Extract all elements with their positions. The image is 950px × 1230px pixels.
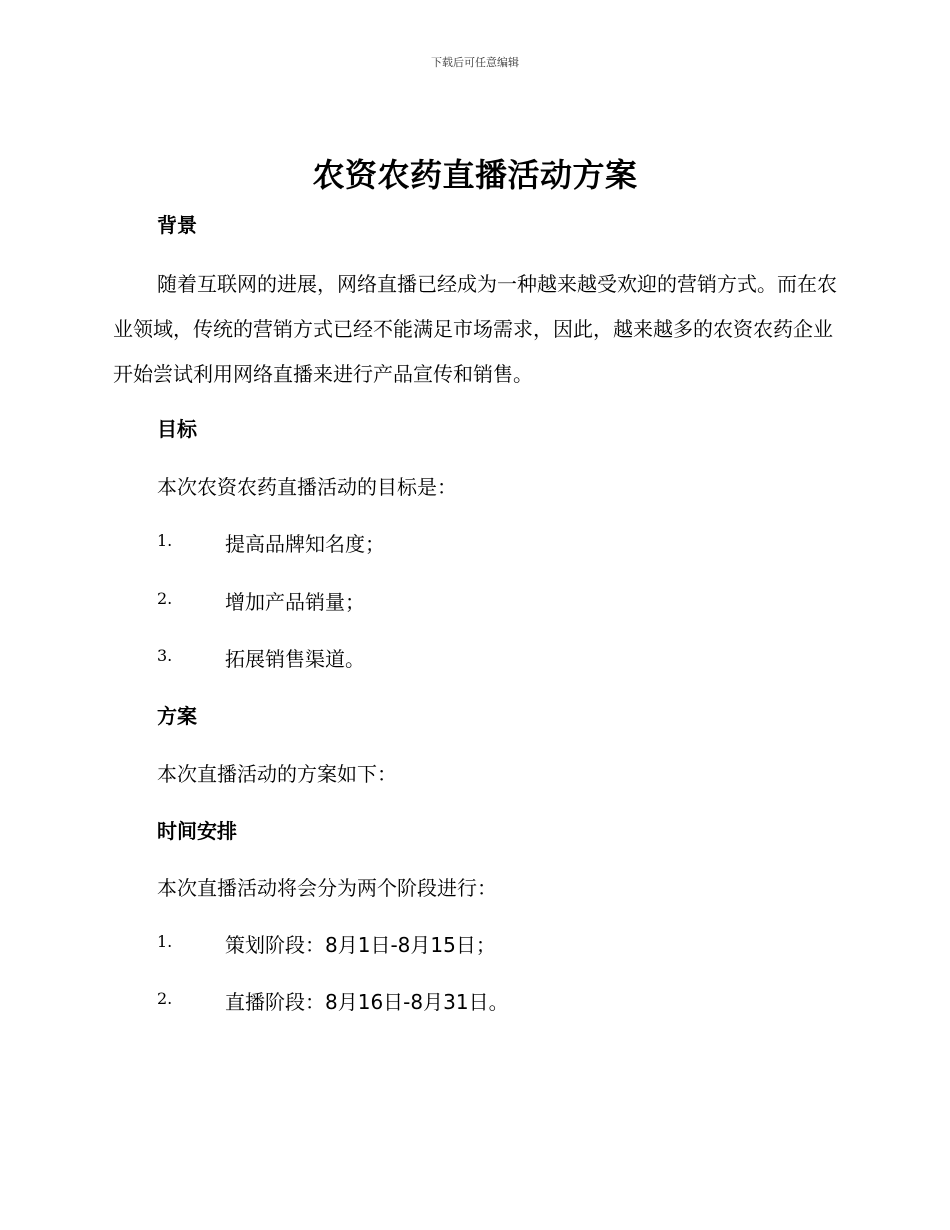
schedule-item-number: 1. xyxy=(157,932,173,951)
header-note: 下载后可任意编辑 xyxy=(431,56,519,69)
goal-item-text: 增加产品销量； xyxy=(225,590,365,614)
goal-item-number: 1. xyxy=(157,531,173,550)
schedule-item-text: 直播阶段：8月16日-8月31日。 xyxy=(225,990,509,1014)
heading-goals: 目标 xyxy=(157,417,197,441)
background-paragraph: 随着互联网的进展，网络直播已经成为一种越来越受欢迎的营销方式。而在农业领域，传统的营销方式已经不能满足市场需求，因此，越来越多的农资农药企业开始尝试利用网络直播来进行产品宣传和销售。 xyxy=(113,272,837,386)
plan-intro: 本次直播活动的方案如下： xyxy=(157,762,397,786)
heading-background: 背景 xyxy=(157,213,197,237)
heading-schedule: 时间安排 xyxy=(157,819,237,843)
schedule-item-text: 策划阶段：8月1日-8月15日； xyxy=(225,933,496,957)
document-title: 农资农药直播活动方案 xyxy=(312,156,638,194)
goal-item-text: 拓展销售渠道。 xyxy=(225,647,365,671)
goal-item-text: 提高品牌知名度； xyxy=(225,532,385,556)
goal-item-number: 2. xyxy=(157,589,173,608)
goals-intro: 本次农资农药直播活动的目标是： xyxy=(157,475,457,499)
heading-plan: 方案 xyxy=(157,704,197,728)
goal-item-number: 3. xyxy=(157,646,173,665)
schedule-intro: 本次直播活动将会分为两个阶段进行： xyxy=(157,876,497,900)
schedule-item-number: 2. xyxy=(157,989,173,1008)
